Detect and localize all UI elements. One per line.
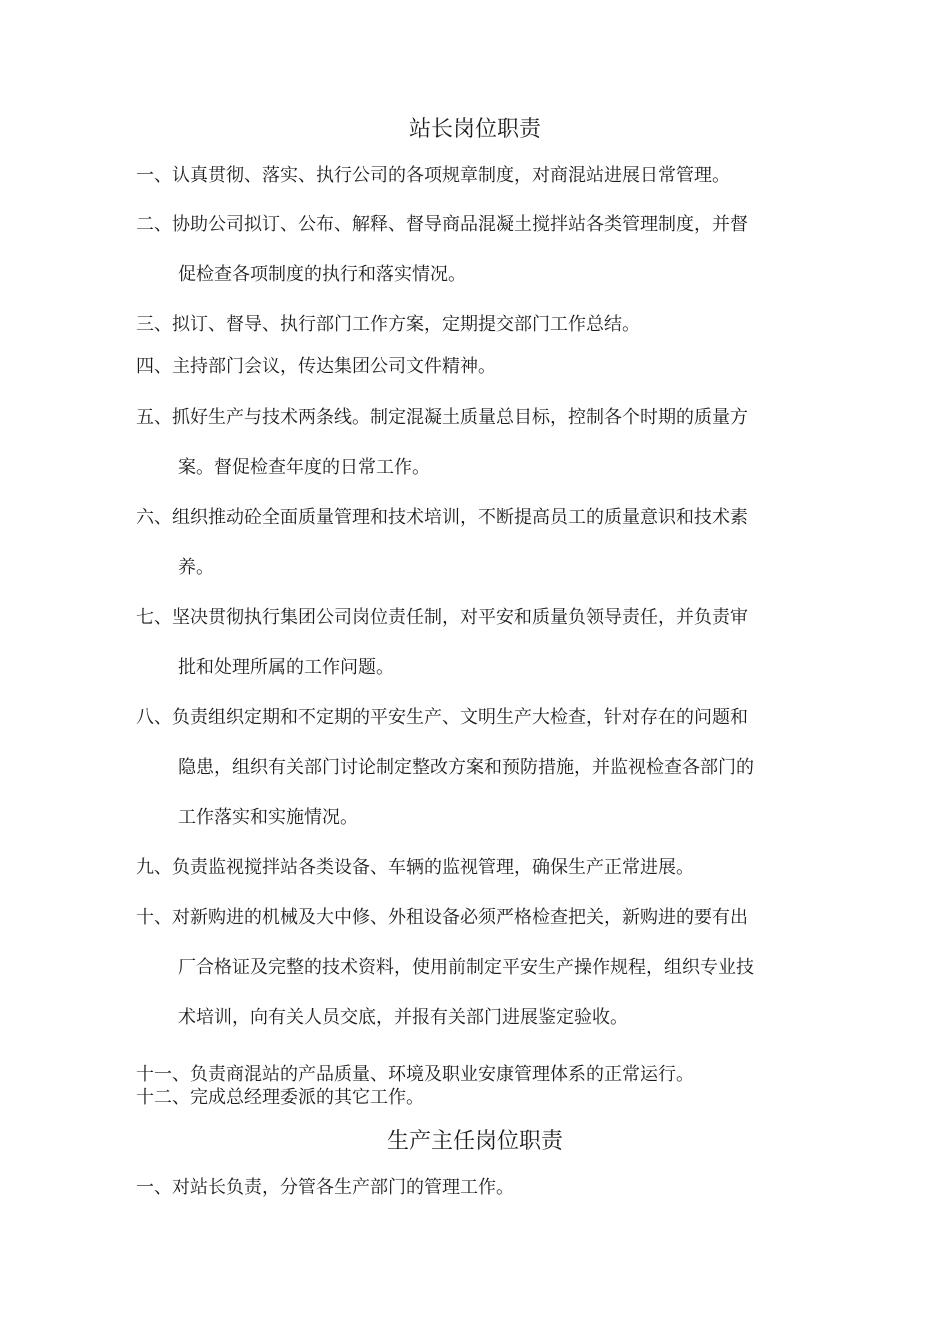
duty-line: 促检查各项制度的执行和落实情况。: [178, 264, 466, 285]
duty-line: 厂合格证及完整的技术资料，使用前制定平安生产操作规程，组织专业技: [178, 957, 754, 978]
duty-line: 四、主持部门会议，传达集团公司文件精神。: [136, 356, 496, 377]
duty-line: 术培训，向有关人员交底，并报有关部门进展鉴定验收。: [178, 1007, 628, 1028]
duty-line: 工作落实和实施情况。: [178, 807, 358, 828]
section-title-production-director: 生产主任岗位职责: [386, 1129, 563, 1154]
duty-line: 案。督促检查年度的日常工作。: [178, 457, 430, 478]
duty-line: 一、认真贯彻、落实、执行公司的各项规章制度，对商混站进展日常管理。: [136, 165, 730, 186]
duty-line: 八、负责组织定期和不定期的平安生产、文明生产大检查，针对存在的问题和: [136, 707, 748, 728]
section-title-station-manager: 站长岗位职责: [408, 117, 541, 142]
duty-line: 批和处理所属的工作问题。: [178, 657, 394, 678]
duty-line: 二、协助公司拟订、公布、解释、督导商品混凝土搅拌站各类管理制度，并督: [136, 214, 748, 235]
duty-line: 五、抓好生产与技术两条线。制定混凝土质量总目标，控制各个时期的质量方: [136, 407, 748, 428]
duty-line: 一、对站长负责，分管各生产部门的管理工作。: [136, 1177, 514, 1198]
duty-line: 三、拟订、督导、执行部门工作方案，定期提交部门工作总结。: [136, 314, 640, 335]
duty-line: 十二、完成总经理委派的其它工作。: [136, 1087, 424, 1108]
duty-line: 养。: [178, 557, 214, 578]
duty-line: 七、坚决贯彻执行集团公司岗位责任制，对平安和质量负领导责任，并负责审: [136, 607, 748, 628]
duty-line: 九、负责监视搅拌站各类设备、车辆的监视管理，确保生产正常进展。: [136, 857, 694, 878]
duty-line: 六、组织推动砼全面质量管理和技术培训，不断提高员工的质量意识和技术素: [136, 507, 748, 528]
duty-line: 隐患，组织有关部门讨论制定整改方案和预防措施，并监视检查各部门的: [178, 757, 754, 778]
duty-line: 十一、负责商混站的产品质量、环境及职业安康管理体系的正常运行。: [136, 1064, 694, 1085]
duty-line: 十、对新购进的机械及大中修、外租设备必须严格检查把关，新购进的要有出: [136, 907, 748, 928]
